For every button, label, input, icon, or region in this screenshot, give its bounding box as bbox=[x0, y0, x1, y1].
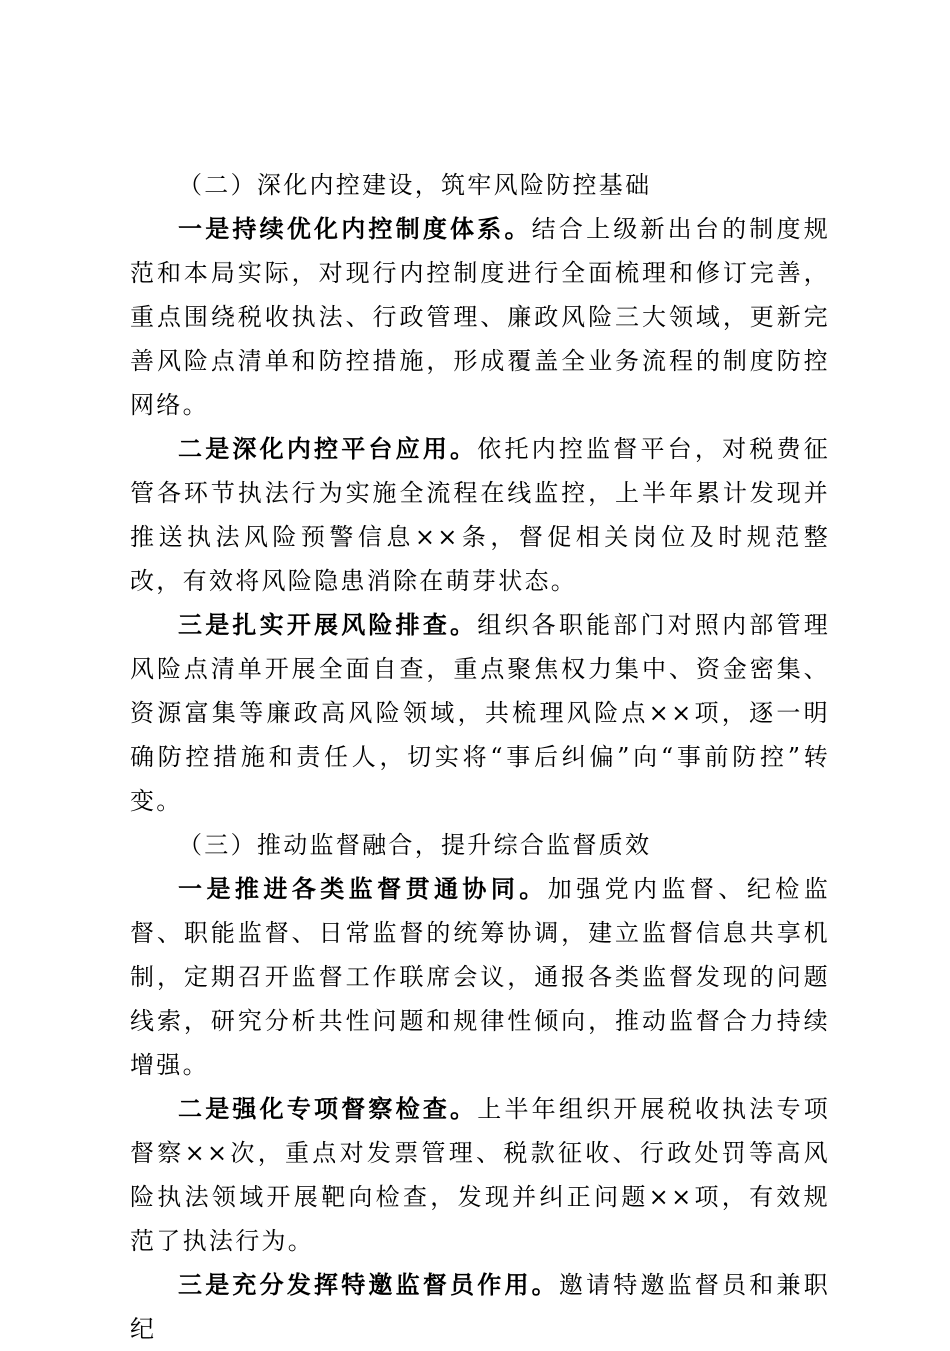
paragraph-lead: 三是充分发挥特邀监督员作用。 bbox=[178, 1270, 559, 1299]
section-heading: （三）推动监督融合，提升综合监督质效 bbox=[178, 831, 652, 859]
paragraph-text: 结合上级新出台的制度规范和本局实际，对现行内控制度进行全面梳理和修订完善，重点围绕税收执法、行政管理、廉政风险三大领域，更新完善风险点清单和防控措施，形成覆盖全业务流程的制度防控网络。 bbox=[130, 215, 830, 419]
paragraph-lead: 一是持续优化内控制度体系。 bbox=[178, 214, 532, 243]
paragraph-text: 加强党内监督、纪检监督、职能监督、日常监督的统筹协调，建立监督信息共享机制，定期召开监督工作联席会议，通报各类监督发现的问题线索，研究分析共性问题和规律性倾向，推动监督合力持续增强。 bbox=[130, 875, 830, 1079]
paragraph-text: 邀请特邀监督员和兼职纪 bbox=[130, 1271, 830, 1343]
paragraph-lead: 二是深化内控平台应用。 bbox=[178, 434, 478, 463]
paragraph bbox=[130, 1263, 830, 1351]
paragraph-text: 依托内控监督平台，对税费征管各环节执法行为实施全流程在线监控，上半年累计发现并推送执法风险预警信息××条，督促相关岗位及时规范整改，有效将风险隐患消除在萌芽状态。 bbox=[130, 435, 830, 595]
paragraph-lead: 一是推进各类监督贯通协同。 bbox=[178, 874, 548, 903]
section-heading: （二）深化内控建设，筑牢风险防控基础 bbox=[178, 171, 652, 199]
paragraph bbox=[130, 603, 830, 823]
paragraph bbox=[130, 427, 830, 603]
document-body bbox=[130, 163, 830, 1351]
paragraph-text: 组织各职能部门对照内部管理风险点清单开展全面自查，重点聚焦权力集中、资金密集、资源富集等廉政高风险领域，共梳理风险点××项，逐一明确防控措施和责任人，切实将“事后纠偏”向“事前防控”转变。 bbox=[130, 611, 830, 815]
paragraph-text: 上半年组织开展税收执法专项督察××次，重点对发票管理、税款征收、行政处罚等高风险执法领域开展靶向检查，发现并纠正问题××项，有效规范了执法行为。 bbox=[130, 1095, 830, 1255]
paragraph bbox=[130, 867, 830, 1087]
paragraph-lead: 三是扎实开展风险排查。 bbox=[178, 610, 478, 639]
paragraph bbox=[130, 207, 830, 427]
paragraph bbox=[130, 1087, 830, 1263]
paragraph-lead: 二是强化专项督察检查。 bbox=[178, 1094, 478, 1123]
